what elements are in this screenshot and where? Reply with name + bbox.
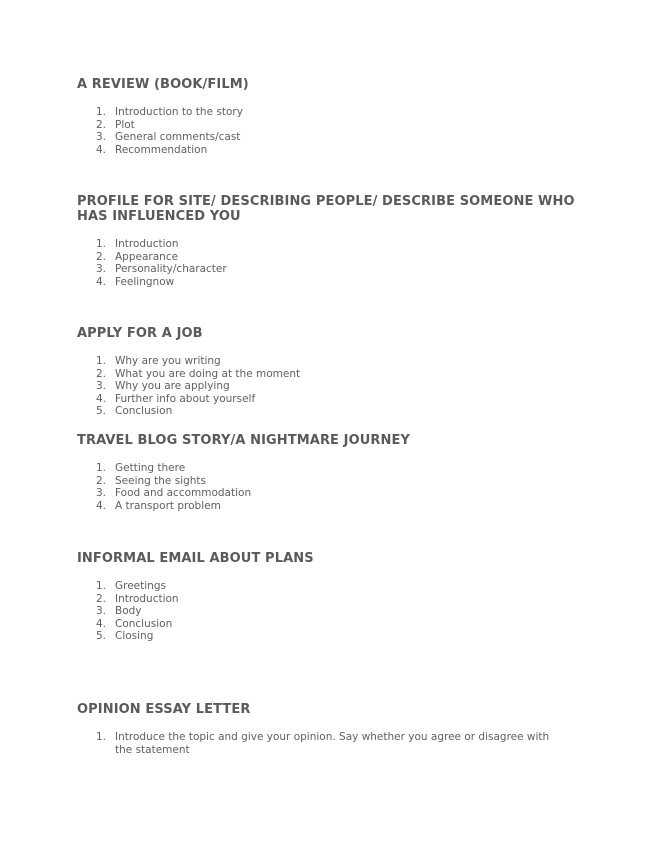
numbered-list (77, 355, 577, 418)
section-review (77, 77, 577, 156)
list-item: 3. Food and accommodation (96, 487, 252, 499)
list-item: 1. Introduce the topic and give your opinion. Say whether you agree or disagree with the statement (96, 731, 550, 756)
list-item: 2. Appearance (96, 250, 179, 263)
section-heading: APPLY FOR A JOB (77, 326, 203, 341)
list-item: 2. Plot (96, 118, 135, 131)
list-item: 5. Closing (96, 630, 154, 642)
list-item: 1. Introduction (96, 238, 179, 250)
list-item: 3. General comments/cast (96, 131, 241, 143)
list-item: 2. Seeing the sights (96, 474, 207, 487)
section-heading: PROFILE FOR SITE/ DESCRIBING PEOPLE/ DESCRIBE SOMEONE WHO HAS INFLUENCED YOU (77, 194, 575, 224)
list-item: 3. Body (96, 605, 142, 617)
section-profile (77, 194, 577, 288)
list-item: 4. Recommendation (96, 143, 208, 156)
section-heading: OPINION ESSAY LETTER (77, 702, 251, 717)
section-heading: A REVIEW (BOOK/FILM) (77, 77, 249, 92)
list-item: 5. Conclusion (96, 405, 173, 417)
list-item: 4. Further info about yourself (96, 392, 256, 405)
list-item: 3. Why you are applying (96, 380, 230, 392)
numbered-list (77, 462, 577, 512)
section-heading: TRAVEL BLOG STORY/A NIGHTMARE JOURNEY (77, 433, 410, 448)
numbered-list (77, 238, 577, 288)
section-job (77, 326, 577, 418)
section-opinion-essay (77, 702, 577, 756)
list-item: 2. What you are doing at the moment (96, 367, 301, 380)
section-travel-blog (77, 433, 577, 512)
section-informal-email (77, 551, 577, 643)
list-item: 2. Introduction (96, 592, 179, 605)
list-item: 4. Conclusion (96, 617, 173, 630)
list-item: 4. A transport problem (96, 499, 221, 512)
list-item: 4. Feelingnow (96, 275, 175, 288)
numbered-list (77, 106, 577, 156)
section-heading: INFORMAL EMAIL ABOUT PLANS (77, 551, 314, 566)
numbered-list (77, 580, 577, 643)
list-item: 1. Why are you writing (96, 355, 221, 367)
numbered-list (77, 731, 577, 756)
list-item: 1. Getting there (96, 462, 186, 474)
list-item: 1. Greetings (96, 580, 166, 592)
list-item: 3. Personality/character (96, 263, 227, 275)
list-item: 1. Introduction to the story (96, 106, 243, 118)
